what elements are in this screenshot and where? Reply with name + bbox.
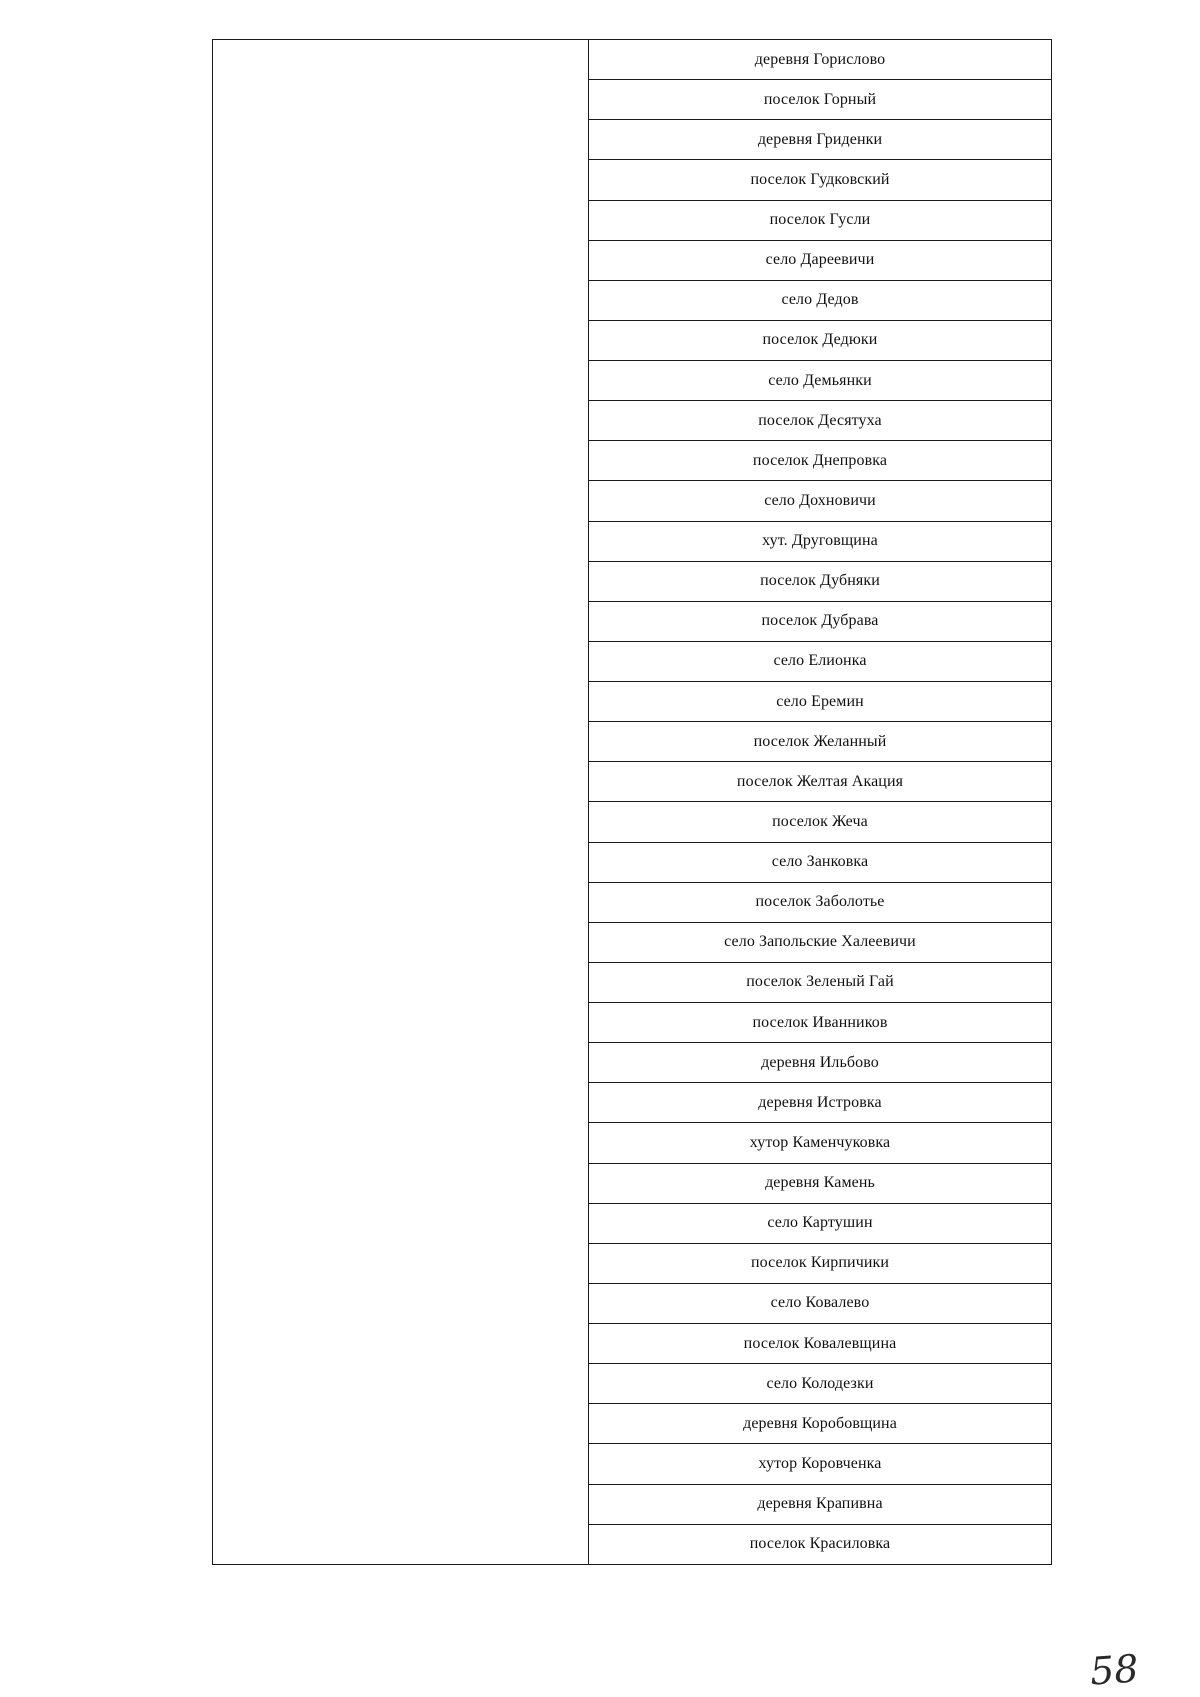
table-row: поселок Желтая Акация [589, 762, 1051, 802]
table-row: хут. Друговщина [589, 522, 1051, 562]
table-row: деревня Горислово [589, 40, 1051, 80]
page-number: 58 [1088, 1646, 1140, 1694]
table-row: деревня Крапивна [589, 1485, 1051, 1525]
table-row: хутор Каменчуковка [589, 1123, 1051, 1163]
table-row: поселок Кирпичики [589, 1244, 1051, 1284]
table-row: поселок Жеча [589, 802, 1051, 842]
table-row: поселок Дедюки [589, 321, 1051, 361]
table-row: село Картушин [589, 1204, 1051, 1244]
table-row: село Колодезки [589, 1364, 1051, 1404]
table-row: поселок Заболотье [589, 883, 1051, 923]
table-row: деревня Ильбово [589, 1043, 1051, 1083]
table-row: поселок Горный [589, 80, 1051, 120]
table-row: село Демьянки [589, 361, 1051, 401]
table-row: поселок Зеленый Гай [589, 963, 1051, 1003]
table-row: поселок Днепровка [589, 441, 1051, 481]
empty-left-cell [213, 40, 589, 1564]
table-row: деревня Гриденки [589, 120, 1051, 160]
settlement-list [589, 40, 1051, 1564]
table-row: деревня Камень [589, 1164, 1051, 1204]
table-row: деревня Коробовщина [589, 1404, 1051, 1444]
table-row: поселок Гусли [589, 201, 1051, 241]
table-row: поселок Десятуха [589, 401, 1051, 441]
table-row: село Дедов [589, 281, 1051, 321]
settlements-table [212, 39, 1052, 1565]
table-row: село Еремин [589, 682, 1051, 722]
table-row: село Елионка [589, 642, 1051, 682]
table-row: село Занковка [589, 843, 1051, 883]
table-row: поселок Желанный [589, 722, 1051, 762]
table-row: поселок Дубняки [589, 562, 1051, 602]
table-row: деревня Истровка [589, 1083, 1051, 1123]
table-row: село Запольские Халеевичи [589, 923, 1051, 963]
table-row: поселок Красиловка [749, 1535, 891, 1553]
table-row: поселок Ковалевщина [589, 1324, 1051, 1364]
table-row: село Ковалево [589, 1284, 1051, 1324]
table-row: поселок Дубрава [589, 602, 1051, 642]
table-row: село Дареевичи [589, 241, 1051, 281]
table-row: хутор Коровченка [589, 1444, 1051, 1484]
table-row: село Дохновичи [589, 481, 1051, 521]
table-row: поселок Гудковский [589, 160, 1051, 200]
table-row: поселок Иванников [589, 1003, 1051, 1043]
